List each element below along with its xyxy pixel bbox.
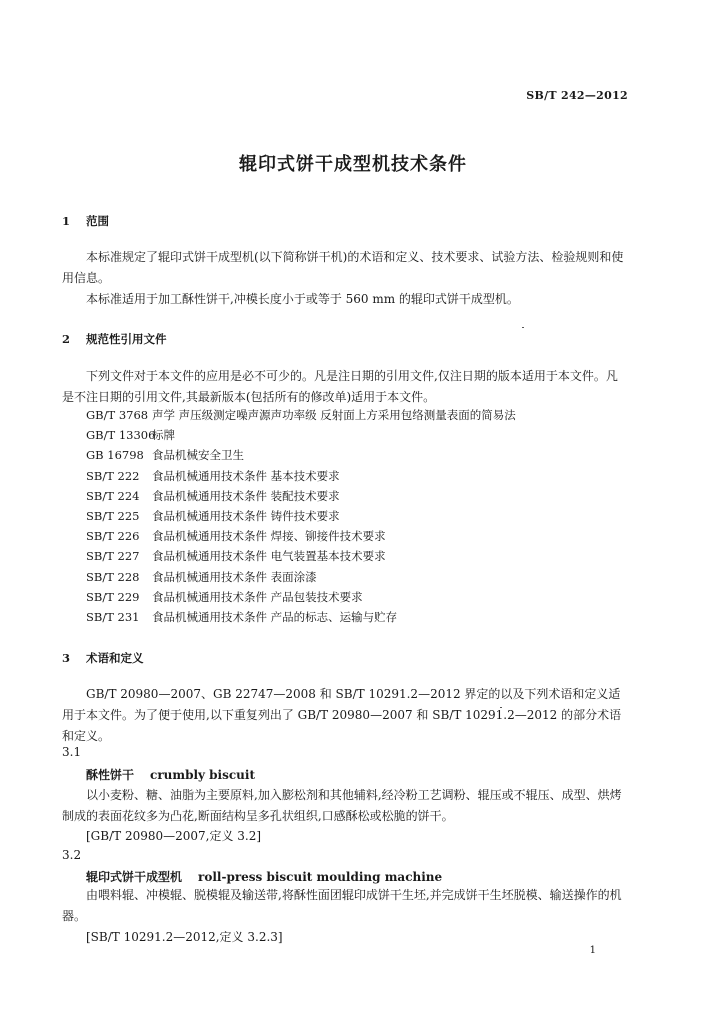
section-1-heading (62, 213, 109, 229)
reference-code: SB/T 227 (86, 549, 140, 564)
section-number: 1 (62, 214, 71, 228)
term-chinese: 酥性饼干 (86, 768, 135, 782)
reference-code: GB/T 3768 (86, 408, 149, 422)
reference-row (86, 526, 516, 546)
reference-row (86, 607, 516, 627)
reference-title: 声学 声压级测定噪声源声功率级 反射面上方采用包络测量表面的简易法 (152, 408, 516, 422)
term-english: roll-press biscuit moulding machine (198, 870, 443, 884)
scope-paragraph-2: 本标准适用于加工酥性饼干,冲模长度小于或等于 560 mm 的辊印式饼干成型机。 (86, 292, 519, 306)
reference-code: GB/T 13306 (86, 428, 156, 443)
reference-title: 食品机械通用技术条件 基本技术要求 (152, 468, 340, 483)
section-number: 2 (62, 332, 71, 346)
reference-code: SB/T 222 (86, 468, 140, 483)
reference-title: 食品机械通用技术条件 焊接、铆接件技术要求 (152, 529, 386, 544)
reference-title: 食品机械通用技术条件 产品的标志、运输与贮存 (152, 609, 398, 624)
term-number: 3.1 (62, 745, 82, 759)
reference-code: SB/T 231 (86, 609, 140, 624)
reference-code: SB/T 225 (86, 508, 140, 523)
reference-title: 标牌 (152, 428, 175, 443)
scan-speck (522, 327, 524, 328)
scope-paragraph-1: 本标准规定了辊印式饼干成型机(以下简称饼干机)的术语和定义、技术要求、试验方法、检验规则和使用信息。 (62, 250, 624, 285)
reference-title: 食品机械通用技术条件 装配技术要求 (152, 488, 340, 503)
reference-row (86, 546, 516, 566)
term-definition: 由喂料辊、冲模辊、脱模辊及输送带,将酥性面团辊印成饼干生坯,并完成饼干生坯脱模、输送操作的机器。 (62, 888, 622, 923)
section-title: 规范性引用文件 (86, 332, 167, 346)
reference-code: SB/T 224 (86, 488, 140, 503)
reference-list (86, 405, 516, 627)
reference-row (86, 567, 516, 587)
document-title: 辊印式饼干成型机技术条件 (239, 154, 467, 175)
reference-code: SB/T 226 (86, 529, 140, 544)
reference-row (86, 425, 516, 445)
normative-intro: 下列文件对于本文件的应用是必不可少的。凡是注日期的引用文件,仅注日期的版本适用于本文件。凡是不注日期的引用文件,其最新版本(包括所有的修改单)适用于本文件。 (62, 369, 618, 404)
reference-row (86, 466, 516, 486)
term-source: [SB/T 10291.2—2012,定义 3.2.3] (86, 930, 283, 944)
reference-row (86, 506, 516, 526)
reference-title: 食品机械通用技术条件 产品包装技术要求 (152, 589, 363, 604)
term-definition: 以小麦粉、糖、油脂为主要原料,加入膨松剂和其他辅料,经冷粉工艺调粉、辊压或不辊压、成型、烘烤制成的表面花纹多为凸花,断面结构呈多孔状组织,口感酥松或松脆的饼干。 (62, 788, 622, 823)
term-chinese: 辊印式饼干成型机 (86, 870, 183, 884)
reference-title: 食品机械安全卫生 (152, 448, 244, 463)
reference-title: 食品机械通用技术条件 表面涂漆 (152, 569, 317, 584)
reference-title: 食品机械通用技术条件 铸件技术要求 (152, 508, 340, 523)
section-3-heading (62, 650, 144, 666)
section-title: 术语和定义 (86, 651, 144, 665)
term-english: crumbly biscuit (150, 768, 256, 782)
document-code: SB/T 242—2012 (526, 89, 628, 102)
terms-intro: GB/T 20980—2007、GB 22747—2008 和 SB/T 10291.2—2012 界定的以及下列术语和定义适用于本文件。为了便于使用,以下重复列出了 GB/T 20980—2007 和 SB/T 10291.2—2012 的部分术语和定义。 (62, 687, 622, 743)
term-source: [GB/T 20980—2007,定义 3.2] (86, 829, 262, 843)
page-number: 1 (589, 945, 596, 956)
section-title: 范围 (86, 214, 109, 228)
scan-speck (500, 707, 502, 708)
reference-code: SB/T 229 (86, 589, 140, 604)
term-number: 3.2 (62, 848, 82, 862)
section-2-heading (62, 331, 167, 347)
section-number: 3 (62, 651, 71, 665)
reference-row (86, 587, 516, 607)
reference-code: GB 16798 (86, 448, 144, 463)
term-heading (86, 868, 442, 885)
reference-title: 食品机械通用技术条件 电气装置基本技术要求 (152, 549, 386, 564)
reference-row (86, 445, 516, 465)
term-heading (86, 766, 255, 783)
reference-code: SB/T 228 (86, 569, 140, 584)
reference-row (86, 405, 516, 425)
reference-row (86, 486, 516, 506)
